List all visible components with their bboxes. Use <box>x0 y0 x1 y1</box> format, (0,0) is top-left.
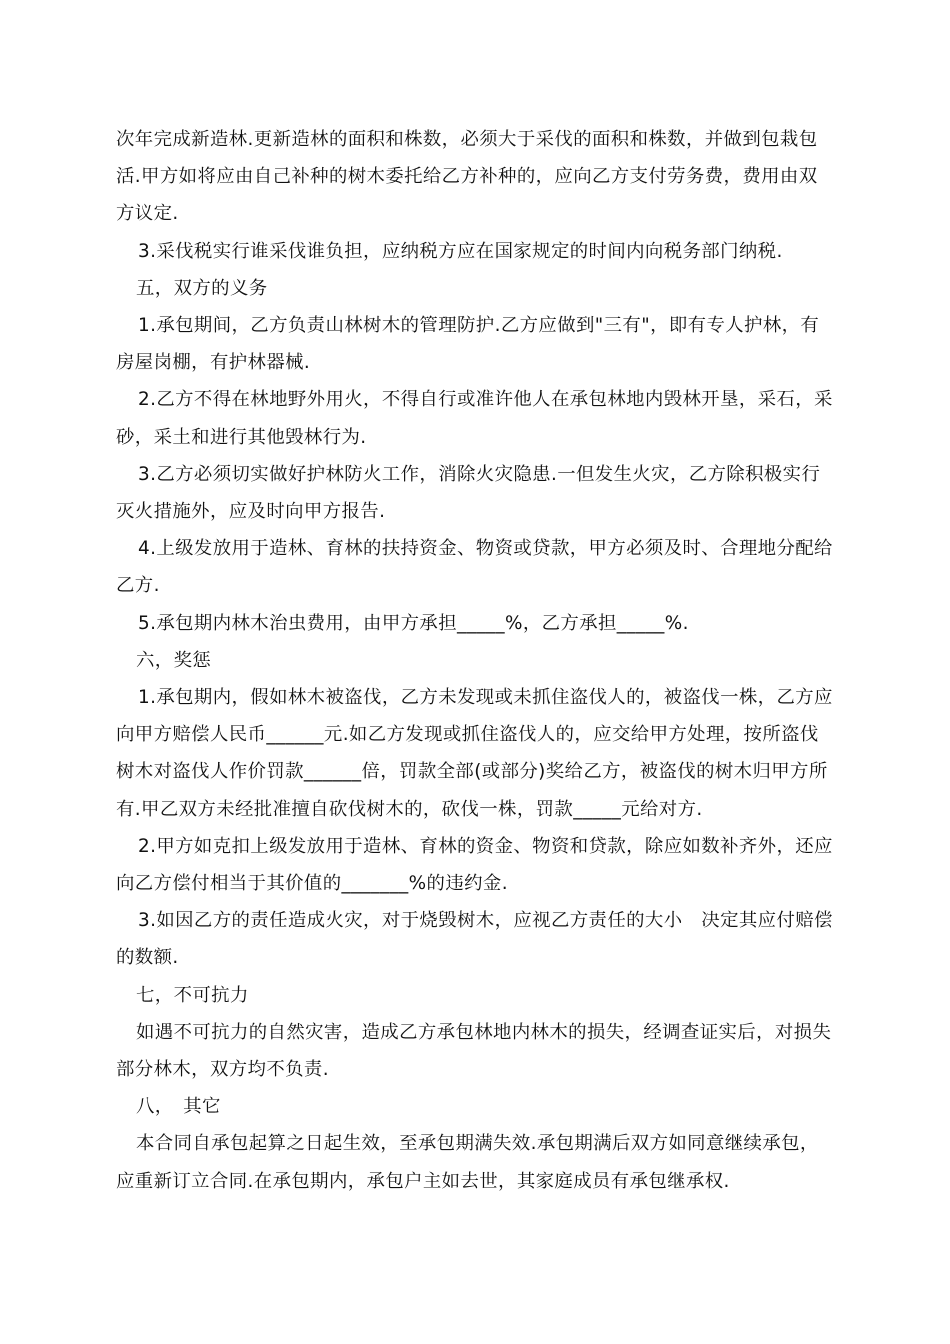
section-heading-other: 八， 其它 <box>136 1096 221 1118</box>
document-body <box>116 121 836 1200</box>
paragraph-obligation-1: 1.承包期间，乙方负责山林树木的管理防护.乙方应做到"三有"，即有专人护林，有房屋岗棚，有护林器械. <box>116 315 820 374</box>
paragraph-penalty-2: 2.甲方如克扣上级发放用于造林、育林的资金、物资和贷款，除应如数补齐外，还应向乙方偿付相当于其价值的_______%的违约金. <box>116 835 833 895</box>
paragraph-obligation-4: 4.上级发放用于造林、育林的扶持资金、物资或贷款，甲方必须及时、合理地分配给乙方. <box>116 538 833 597</box>
paragraph-other: 本合同自承包起算之日起生效，至承包期满失效.承包期满后双方如同意继续承包，应重新订立合同.在承包期内，承包户主如去世，其家庭成员有承包继承权. <box>116 1133 819 1192</box>
paragraph-penalty-3: 3.如因乙方的责任造成火灾，对于烧毁树木，应视乙方责任的大小 决定其应付赔偿的数额. <box>116 910 833 969</box>
paragraph-tax-clause: 3.采伐税实行谁采伐谁负担，应纳税方应在国家规定的时间内向税务部门纳税. <box>138 240 783 262</box>
paragraph-obligation-2: 2.乙方不得在林地野外用火，不得自行或准许他人在承包林地内毁林开垦，采石，采砂，采土和进行其他毁林行为. <box>116 389 833 448</box>
paragraph-continuation: 次年完成新造林.更新造林的面积和株数，必须大于采伐的面积和株数，并做到包栽包活.甲方如将应由自己补种的树木委托给乙方补种的，应向乙方支付劳务费，费用由双方议定. <box>116 129 818 225</box>
paragraph-force-majeure: 如遇不可抗力的自然灾害，造成乙方承包林地内林木的损失，经调查证实后，对损失部分林木，双方均不负责. <box>116 1021 832 1081</box>
section-heading-force-majeure: 七，不可抗力 <box>136 984 249 1006</box>
section-heading-rewards-penalties: 六，奖惩 <box>136 649 212 671</box>
paragraph-obligation-5: 5.承包期内林木治虫费用，由甲方承担_____%，乙方承担_____%. <box>138 612 689 634</box>
paragraph-obligation-3: 3.乙方必须切实做好护林防火工作，消除火灾隐患.一但发生火灾，乙方除积极实行灭火措施外，应及时向甲方报告. <box>116 463 821 523</box>
paragraph-penalty-1: 1.承包期内，假如林木被盗伐，乙方未发现或未抓住盗伐人的，被盗伐一株，乙方应向甲方赔偿人民币______元.如乙方发现或抓住盗伐人的，应交给甲方处理，按所盗伐树木对盗伐人作价罚款______倍，罚款全部(或部分)奖给乙方，被盗伐的树木归甲方所有.甲乙双方未经批准擅自砍伐树木的，砍伐一株，罚款_____元给对方. <box>116 687 833 820</box>
section-heading-obligations: 五，双方的义务 <box>136 277 268 299</box>
